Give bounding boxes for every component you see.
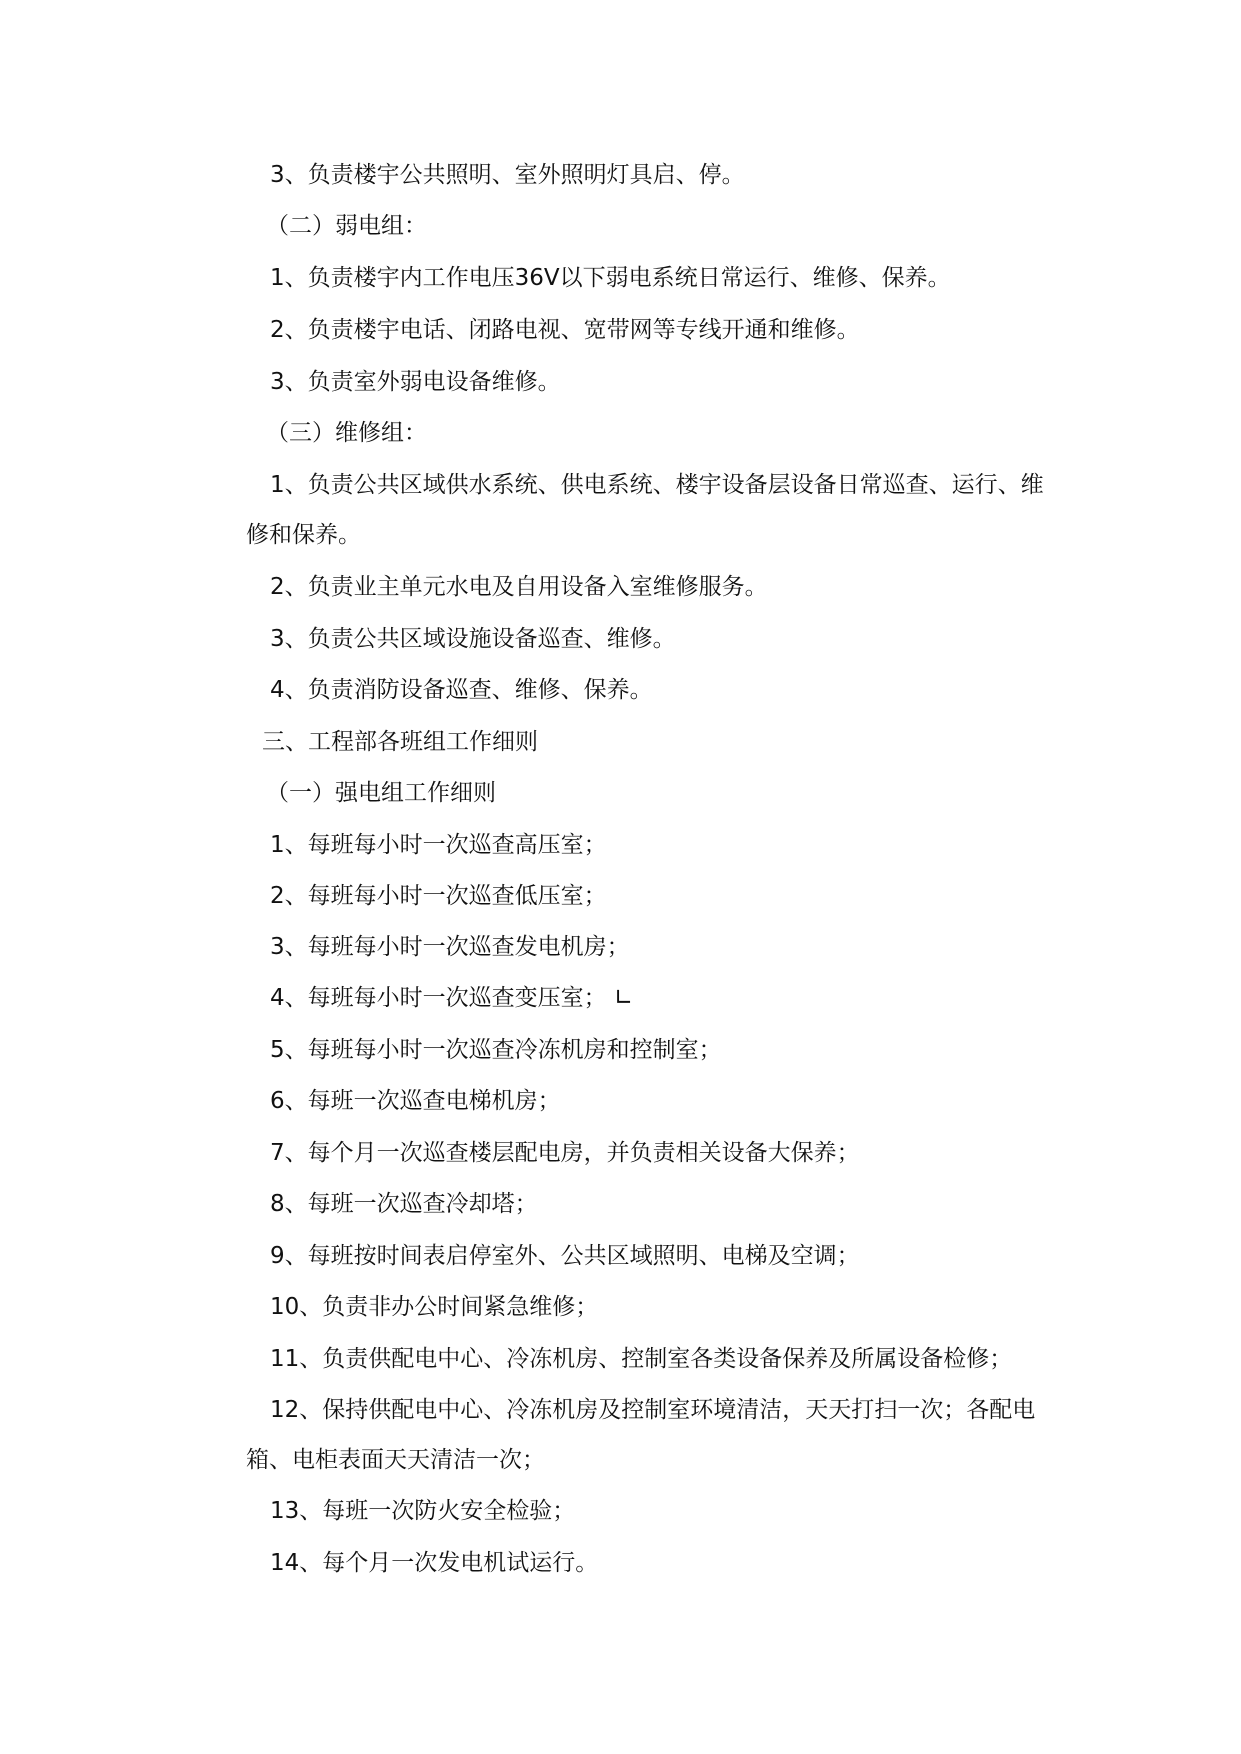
text-line: 2、负责楼宇电话、闭路电视、宽带网等专线开通和维修。 (270, 317, 860, 343)
text-line: 3、负责楼宇公共照明、室外照明灯具启、停。 (270, 162, 745, 188)
text-line: 4、负责消防设备巡查、维修、保养。 (270, 677, 653, 703)
text-line-continuation: 箱、电柜表面天天清洁一次； (246, 1447, 545, 1473)
text-line: 1、每班每小时一次巡查高压室； (270, 832, 607, 858)
text-line: 14、每个月一次发电机试运行。 (270, 1550, 599, 1576)
text-line: 7、每个月一次巡查楼层配电房，并负责相关设备大保养； (270, 1140, 860, 1166)
text-line: 11、负责供配电中心、冷冻机房、控制室各类设备保养及所属设备检修； (270, 1346, 1013, 1372)
text-line: 9、每班按时间表启停室外、公共区域照明、电梯及空调； (270, 1243, 860, 1269)
text-line: 2、每班每小时一次巡查低压室； (270, 883, 607, 909)
text-line: 5、每班每小时一次巡查冷冻机房和控制室； (270, 1037, 722, 1063)
text-line: 3、负责室外弱电设备维修。 (270, 369, 561, 395)
text-line: 6、每班一次巡查电梯机房； (270, 1088, 561, 1114)
text-line: 3、每班每小时一次巡查发电机房； (270, 934, 630, 960)
text-line: 1、负责楼宇内工作电压36V以下弱电系统日常运行、维修、保养。 (270, 265, 951, 291)
text-line: 3、负责公共区域设施设备巡查、维修。 (270, 626, 676, 652)
text-line: 8、每班一次巡查冷却塔； (270, 1191, 538, 1217)
text-line: 4、每班每小时一次巡查变压室； ∟ (270, 985, 634, 1011)
section-heading: （三）维修组： (266, 420, 427, 446)
section-heading: （一）强电组工作细则 (266, 780, 496, 806)
text-line: 2、负责业主单元水电及自用设备入室维修服务。 (270, 574, 768, 600)
chapter-heading: 三、工程部各班组工作细则 (262, 729, 538, 755)
text-line: 13、每班一次防火安全检验； (270, 1498, 576, 1524)
text-line: 12、保持供配电中心、冷冻机房及控制室环境清洁，天天打扫一次；各配电 (270, 1397, 1036, 1423)
text-line-continuation: 修和保养。 (246, 522, 361, 548)
section-heading: （二）弱电组： (266, 213, 427, 239)
text-line: 1、负责公共区域供水系统、供电系统、楼宇设备层设备日常巡查、运行、维 (270, 472, 1044, 498)
text-line: 10、负责非办公时间紧急维修； (270, 1294, 599, 1320)
